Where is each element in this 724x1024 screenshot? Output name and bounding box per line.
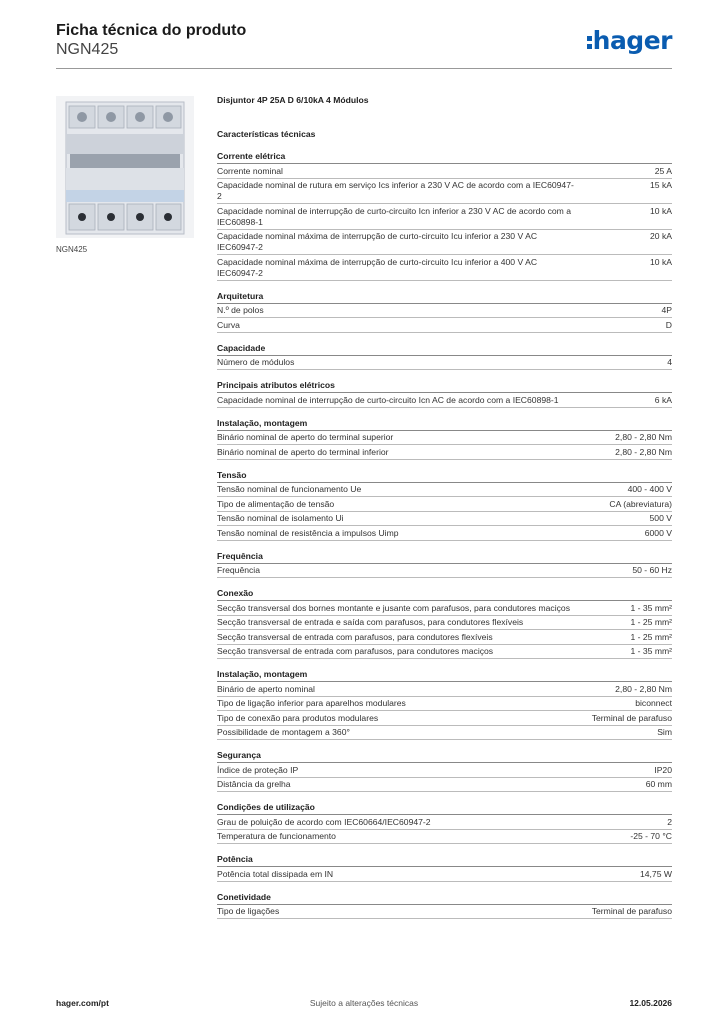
section-title: Condições de utilização: [217, 802, 672, 815]
spec-section: [217, 291, 672, 333]
spec-value: 50 - 60 Hz: [632, 565, 672, 575]
section-title: Tensão: [217, 470, 672, 483]
page-title: Ficha técnica do produto: [56, 22, 247, 39]
logo-text: hager: [592, 26, 672, 55]
page-header: [56, 20, 672, 68]
spec-row: [217, 445, 672, 460]
spec-row: [217, 564, 672, 579]
logo-dots-icon: [587, 33, 592, 51]
spec-value: 1 - 25 mm²: [630, 617, 672, 627]
spec-label: Tipo de ligação inferior para aparelhos modulares: [217, 698, 406, 708]
spec-value: 14,75 W: [639, 868, 672, 879]
section-title: Corrente elétrica: [217, 151, 672, 164]
spec-label: Tensão nominal de resistência a impulsos Uimp: [217, 527, 399, 538]
hager-logo: [587, 26, 672, 55]
spec-row: [217, 497, 672, 512]
spec-row: [217, 763, 672, 778]
spec-value: 60 mm: [645, 779, 672, 789]
spec-value: 1 - 25 mm²: [630, 631, 672, 642]
spec-row: [217, 630, 672, 645]
spec-value: biconnect: [635, 698, 672, 708]
spec-label: Número de módulos: [217, 357, 295, 367]
spec-section: [217, 551, 672, 579]
spec-label: Capacidade nominal de interrupção de curto-circuito Icn AC de acordo com a IEC60898-1: [217, 394, 559, 405]
spec-row: [217, 255, 672, 281]
section-title: Conetividade: [217, 892, 672, 905]
spec-section: [217, 418, 672, 460]
spec-label: Tipo de conexão para produtos modulares: [217, 712, 379, 723]
spec-value: -25 - 70 °C: [630, 831, 672, 841]
section-title: Arquitetura: [217, 291, 672, 304]
spec-label: Capacidade nominal máxima de interrupção de curto-circuito Icu inferior a 230 V AC IEC60947-2: [217, 231, 538, 252]
spec-row: [217, 778, 672, 793]
spec-value: 20 kA: [650, 231, 672, 241]
spec-value: 2,80 - 2,80 Nm: [615, 446, 672, 457]
spec-section: [217, 380, 672, 408]
spec-value: 2,80 - 2,80 Nm: [615, 683, 672, 694]
spec-value: Terminal de parafuso: [591, 906, 672, 916]
spec-row: [217, 867, 672, 882]
spec-sections: [217, 151, 672, 919]
spec-row: [217, 830, 672, 845]
spec-label: Tensão nominal de funcionamento Ue: [217, 484, 362, 494]
spec-row: [217, 356, 672, 371]
section-title: Instalação, montagem: [217, 418, 672, 431]
spec-row: [217, 815, 672, 830]
spec-label: Secção transversal de entrada com parafusos, para condutores flexíveis: [217, 631, 493, 642]
spec-section: [217, 854, 672, 882]
spec-label: Capacidade nominal máxima de interrupção de curto-circuito Icu inferior a 400 V AC IEC60947-2: [217, 256, 538, 278]
spec-label: N.º de polos: [217, 305, 264, 315]
footer-notice: Sujeito a alterações técnicas: [309, 998, 419, 1008]
footer-date: 12.05.2026: [629, 998, 672, 1008]
spec-row: [217, 526, 672, 541]
spec-row: [217, 230, 672, 256]
section-title: Capacidade: [217, 343, 672, 356]
spec-label: Capacidade nominal de interrupção de curto-circuito Icn inferior a 230 V AC de acordo com a IEC60898-1: [217, 205, 571, 227]
section-title: Instalação, montagem: [217, 669, 672, 682]
spec-row: [217, 483, 672, 498]
spec-row: [217, 682, 672, 697]
spec-row: [217, 711, 672, 726]
spec-label: Tensão nominal de isolamento Ui: [217, 513, 344, 523]
spec-value: 1 - 35 mm²: [630, 646, 672, 656]
spec-row: [217, 601, 672, 616]
spec-section: [217, 151, 672, 281]
spec-row: [217, 318, 672, 333]
spec-value: 400 - 400 V: [627, 484, 672, 494]
spec-section: [217, 892, 672, 920]
spec-row: [217, 726, 672, 741]
spec-content: [217, 95, 672, 929]
spec-row: [217, 431, 672, 446]
spec-label: Frequência: [217, 565, 260, 575]
section-title: Segurança: [217, 750, 672, 763]
spec-value: 1 - 35 mm²: [630, 602, 672, 613]
spec-label: Tipo de ligações: [217, 906, 280, 916]
spec-label: Temperatura de funcionamento: [217, 831, 336, 841]
spec-label: Possibilidade de montagem a 360°: [217, 727, 350, 737]
spec-row: [217, 179, 672, 205]
spec-row: [217, 164, 672, 179]
footer-website[interactable]: hager.com/pt: [56, 998, 109, 1008]
product-description: Disjuntor 4P 25A D 6/10kA 4 Módulos: [217, 95, 369, 105]
spec-value: 4P: [661, 305, 672, 315]
spec-label: Tipo de alimentação de tensão: [217, 498, 335, 509]
image-caption: NGN425: [56, 245, 88, 254]
spec-section: [217, 470, 672, 541]
spec-section: [217, 343, 672, 371]
section-title: Principais atributos elétricos: [217, 380, 672, 393]
product-code: NGN425: [56, 41, 119, 58]
spec-label: Secção transversal de entrada e saída com parafusos, para condutores flexíveis: [217, 617, 524, 627]
spec-label: Binário nominal de aperto do terminal inferior: [217, 446, 389, 457]
spec-value: 4: [667, 357, 672, 367]
spec-row: [217, 905, 672, 920]
spec-label: Distância da grelha: [217, 779, 291, 789]
characteristics-title: Características técnicas: [217, 129, 316, 139]
spec-section: [217, 588, 672, 659]
spec-label: Secção transversal dos bornes montante e jusante com parafusos, para condutores maciços: [217, 602, 571, 613]
spec-row: [217, 304, 672, 319]
spec-value: 6000 V: [644, 527, 672, 538]
section-title: Potência: [217, 854, 672, 867]
spec-value: CA (abreviatura): [609, 498, 672, 509]
spec-section: [217, 802, 672, 844]
spec-row: [217, 393, 672, 408]
spec-value: 2,80 - 2,80 Nm: [615, 432, 672, 442]
spec-label: Corrente nominal: [217, 165, 283, 176]
spec-label: Potência total dissipada em IN: [217, 868, 334, 879]
section-title: Conexão: [217, 588, 672, 601]
spec-label: Índice de proteção IP: [217, 764, 299, 775]
spec-label: Curva: [217, 319, 240, 330]
spec-value: 6 kA: [654, 394, 672, 405]
spec-value: 10 kA: [650, 205, 672, 216]
product-image: [56, 96, 194, 238]
spec-row: [217, 204, 672, 230]
spec-section: [217, 669, 672, 740]
spec-row: [217, 697, 672, 712]
header-divider: [56, 68, 672, 69]
spec-value: Sim: [657, 727, 672, 737]
spec-row: [217, 645, 672, 660]
spec-row: [217, 512, 672, 527]
spec-value: IP20: [654, 764, 672, 775]
spec-label: Binário de aperto nominal: [217, 683, 315, 694]
spec-section: [217, 750, 672, 792]
spec-value: 2: [667, 816, 672, 827]
spec-value: 25 A: [654, 165, 672, 176]
spec-value: D: [665, 319, 672, 330]
spec-label: Secção transversal de entrada com parafusos, para condutores maciços: [217, 646, 494, 656]
spec-value: 15 kA: [650, 180, 672, 190]
spec-label: Grau de poluição de acordo com IEC60664/IEC60947-2: [217, 816, 431, 827]
spec-label: Binário nominal de aperto do terminal superior: [217, 432, 394, 442]
spec-value: Terminal de parafuso: [591, 712, 672, 723]
section-title: Frequência: [217, 551, 672, 564]
spec-value: 10 kA: [650, 256, 672, 267]
spec-label: Capacidade nominal de rutura em serviço Ics inferior a 230 V AC de acordo com a IEC60947-2: [217, 180, 574, 201]
spec-value: 500 V: [649, 513, 672, 523]
spec-row: [217, 616, 672, 631]
circuit-breaker-icon: [56, 96, 194, 238]
